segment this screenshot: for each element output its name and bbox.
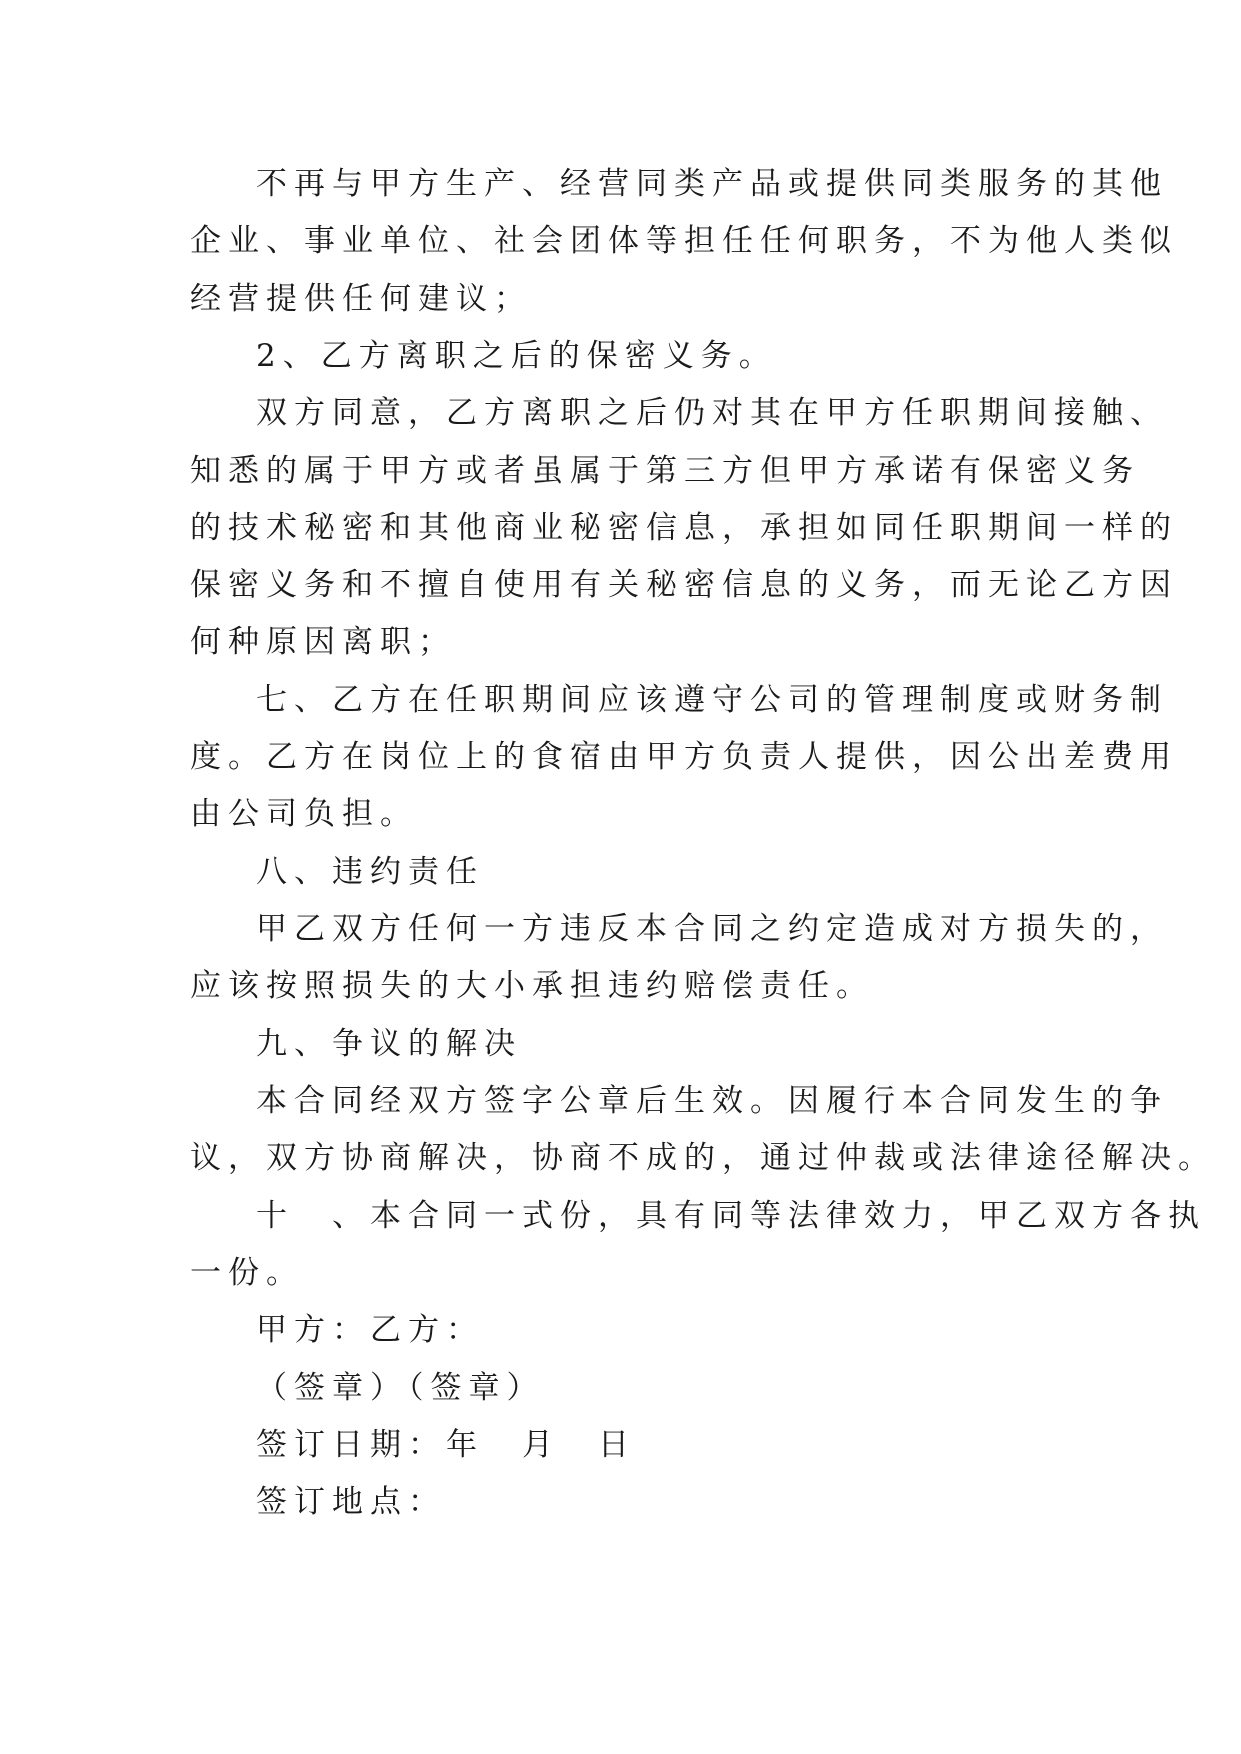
- text-line: 应该按照损失的大小承担违约赔偿责任。: [190, 968, 874, 1004]
- text-line: 甲乙双方任何一方违反本合同之约定造成对方损失的，: [256, 911, 1168, 947]
- text-line: 的技术秘密和其他商业秘密信息，承担如同任职期间一样的: [190, 510, 1178, 546]
- text-line: 经营提供任何建议；: [190, 281, 532, 317]
- text-line: 双方同意，乙方离职之后仍对其在甲方任职期间接触、: [256, 395, 1168, 431]
- text-line: 七、乙方在任职期间应该遵守公司的管理制度或财务制: [256, 682, 1168, 718]
- text-line: 本合同经双方签字公章后生效。因履行本合同发生的争: [256, 1083, 1168, 1119]
- text-line: 企业、事业单位、社会团体等担任任何职务，不为他人类似: [190, 223, 1178, 259]
- text-line: 签订地点：: [256, 1484, 446, 1520]
- text-line: 何种原因离职；: [190, 624, 456, 660]
- text-line: 议，双方协商解决，协商不成的，通过仲裁或法律途径解决。: [190, 1140, 1216, 1176]
- text-line: 由公司负担。: [190, 796, 418, 832]
- text-line: 十 、本合同一式份，具有同等法律效力，甲乙双方各执: [256, 1198, 1206, 1234]
- text-line: 一份。: [190, 1255, 304, 1291]
- text-line: 签订日期：年 月 日: [256, 1427, 636, 1463]
- text-line: 九、争议的解决: [256, 1026, 522, 1062]
- text-line: 2、乙方离职之后的保密义务。: [256, 338, 777, 374]
- text-line: 度。乙方在岗位上的食宿由甲方负责人提供，因公出差费用: [190, 739, 1178, 775]
- text-line: 不再与甲方生产、经营同类产品或提供同类服务的其他: [256, 166, 1168, 202]
- text-line: 知悉的属于甲方或者虽属于第三方但甲方承诺有保密义务: [190, 453, 1140, 489]
- text-line: 甲方：乙方：: [256, 1312, 484, 1348]
- text-line: （签章）（签章）: [256, 1370, 545, 1406]
- text-line: 保密义务和不擅自使用有关秘密信息的义务，而无论乙方因: [190, 567, 1178, 603]
- text-line: 八、违约责任: [256, 854, 484, 890]
